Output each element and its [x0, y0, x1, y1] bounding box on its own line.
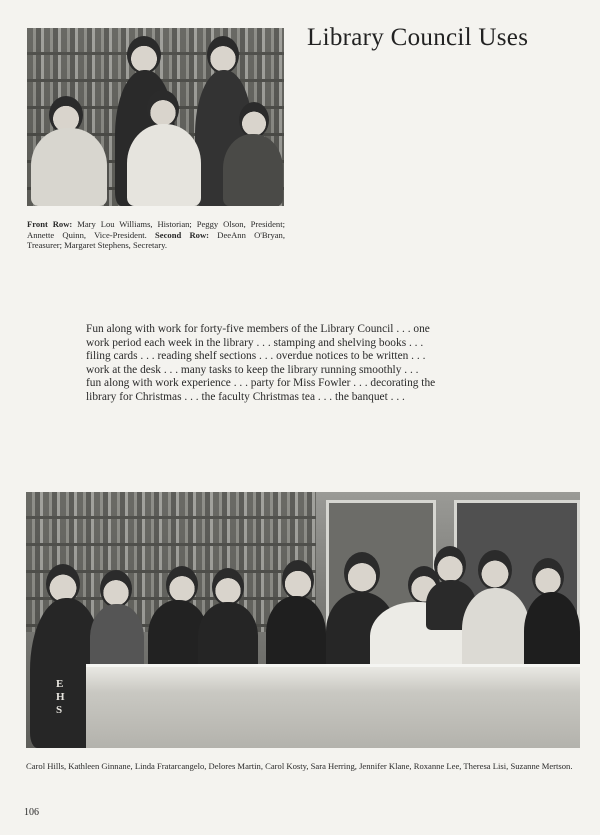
body-paragraph	[86, 323, 522, 404]
page-title: Library Council Uses	[307, 24, 529, 51]
person-figure	[266, 596, 326, 674]
second-row-label: Second Row:	[155, 229, 210, 240]
body-line: library for Christmas . . . the faculty Christmas tea . . . the banquet . . .	[86, 390, 405, 403]
body-line: work at the desk . . . many tasks to keep the library running smoothly . . .	[86, 363, 419, 376]
person-head	[100, 570, 132, 608]
person-figure	[462, 588, 530, 674]
person-head	[207, 36, 239, 74]
person-head	[147, 90, 179, 128]
council-members-photo	[26, 492, 580, 748]
members-caption: Carol Hills, Kathleen Ginnane, Linda Fratarcangelo, Delores Martin, Carol Kosty, Sara Herring, Jennifer Klane, Roxanne Lee, Theresa Lisi, Suzanne Mertson.	[26, 761, 573, 771]
front-row-names: Mary Lou Williams, Historian; Peggy Olson, President; Annette Quinn, Vice-President.	[27, 219, 285, 240]
body-line: filing cards . . . reading shelf sections . . . overdue notices to be written . . .	[86, 350, 426, 362]
page-number: 106	[24, 807, 39, 818]
person-head	[212, 568, 244, 606]
officers-photo	[27, 28, 284, 206]
body-line: Fun along with work for forty-five members of the Library Council . . . one	[86, 323, 430, 335]
person-head	[532, 558, 564, 596]
person-figure	[127, 124, 201, 206]
library-desk	[86, 664, 580, 748]
person-head	[434, 546, 466, 584]
person-head	[282, 560, 314, 600]
body-line: fun along with work experience . . . party for Miss Fowler . . . decorating the	[86, 377, 436, 389]
second-row-names: DeeAnn O'Bryan, Treasurer; Margaret Stephens, Secretary.	[27, 229, 285, 250]
sweater-letters: EHS	[56, 678, 65, 716]
person-figure	[31, 128, 107, 206]
person-head	[239, 102, 269, 138]
officers-caption	[27, 219, 285, 251]
person-head	[166, 566, 198, 604]
person-figure	[524, 592, 580, 674]
person-head	[127, 36, 161, 74]
front-row-label: Front Row:	[27, 219, 73, 229]
person-head	[344, 552, 380, 594]
person-head	[478, 550, 512, 590]
person-figure	[223, 134, 283, 206]
body-line: work period each week in the library . . . stamping and shelving books . . .	[86, 336, 424, 349]
